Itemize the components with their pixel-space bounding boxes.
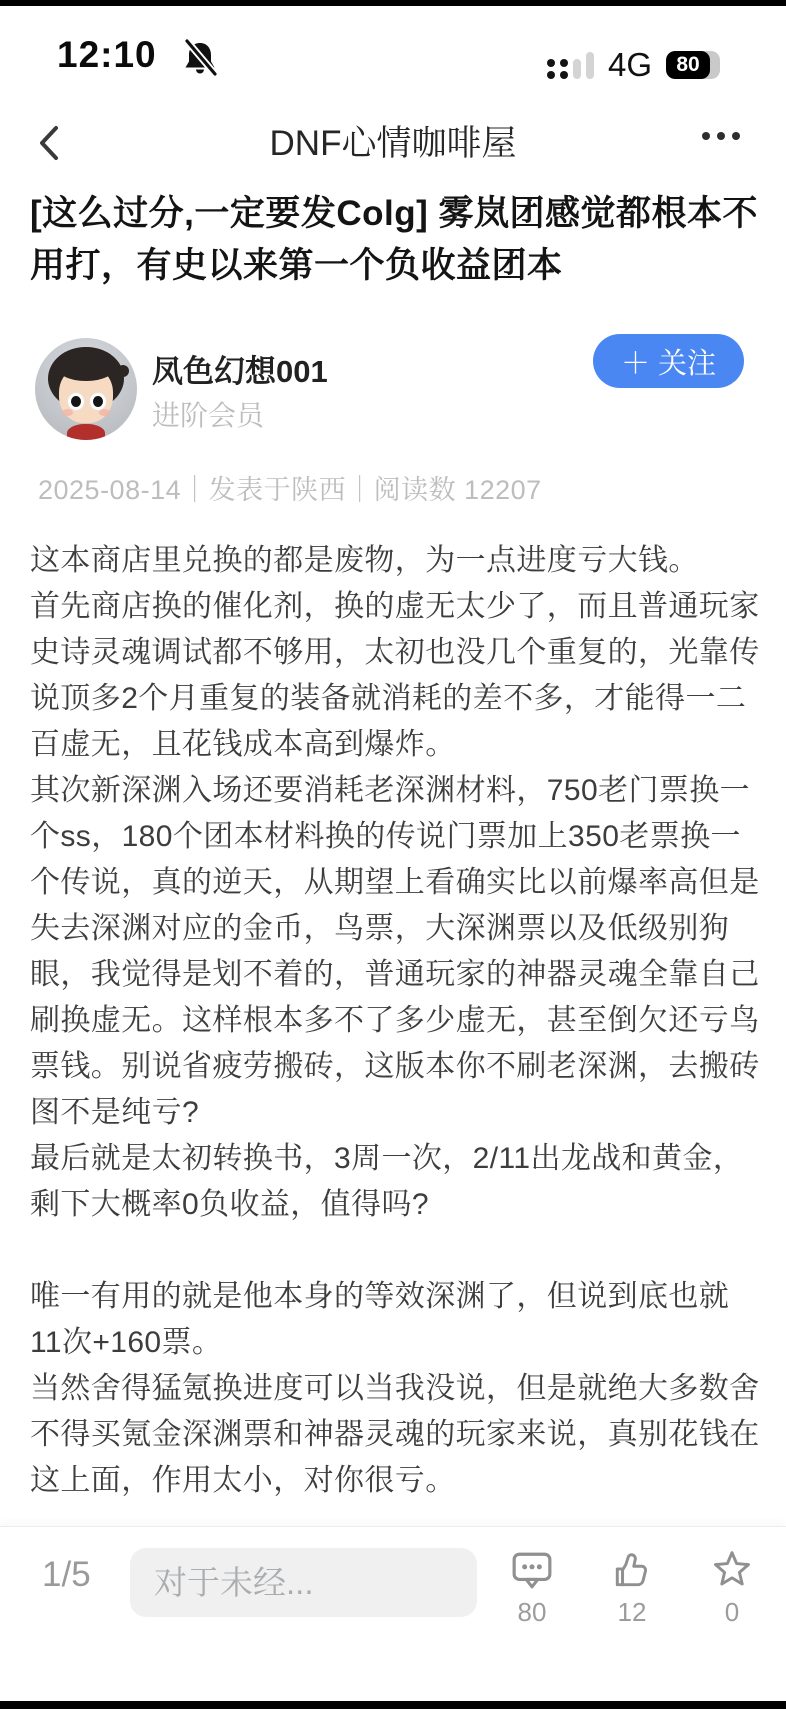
comment-input[interactable] <box>130 1548 477 1617</box>
post-title: [这么过分,一定要发Colg] 雾岚团感觉都根本不用打，有史以来第一个负收益团本 <box>30 194 759 285</box>
star-icon <box>711 1549 753 1591</box>
author-row <box>0 330 786 450</box>
more-options-button[interactable] <box>700 124 742 148</box>
post-paragraph: 当然舍得猛氪换进度可以当我没说，但是就绝大多数舍不得买氪金深渊票和神器灵魂的玩家来说，真别花钱在这上面，作用太小，对你很亏。 <box>30 1372 760 1497</box>
status-right-cluster <box>547 46 720 84</box>
battery-icon <box>666 51 720 79</box>
post-paragraph: 其次新深渊入场还要消耗老深渊材料，750老门票换一个ss，180个团本材料换的传说门票加上350老票换一个传说，真的逆天，从期望上看确实比以前爆率高但是失去深渊对应的金币，鸟票，大深渊票以及低级别狗眼，我觉得是划不着的，普通玩家的神器灵魂全靠自己刷换虚无。这样根本多不了多少虚无，甚至倒欠还亏鸟票钱。别说省疲劳搬砖，这版本你不刷老深渊，去搬砖图不是纯亏? <box>30 774 760 1129</box>
forum-title: DNF心情咖啡屋 <box>269 124 517 163</box>
comment-count: 80 <box>517 1597 547 1627</box>
author-name[interactable]: 凤色幻想001 <box>152 354 328 389</box>
post-body <box>30 538 760 1504</box>
post-paragraph: 最后就是太初转换书，3周一次，2/11出龙战和黄金，剩下大概率0负收益，值得吗? <box>30 1142 744 1221</box>
post-paragraph: 唯一有用的就是他本身的等效深渊了，但说到底也就11次+160票。 <box>30 1280 730 1359</box>
comment-bubble-icon <box>511 1549 553 1591</box>
author-level-badge: 进阶会员 <box>152 400 265 431</box>
like-count: 12 <box>617 1597 647 1627</box>
post-paragraph: 首先商店换的催化剂，换的虚无太少了，而且普通玩家史诗灵魂调试都不够用，太初也没几个重复的，光靠传说顶多2个月重复的装备就消耗的差不多，才能得一二百虚无，且花钱成本高到爆炸。 <box>30 590 760 761</box>
favorite-button[interactable] <box>692 1549 772 1628</box>
favorite-count: 0 <box>724 1597 740 1627</box>
nav-bar <box>0 106 786 178</box>
thumbs-up-icon <box>611 1549 653 1591</box>
bottom-edge-strip <box>0 1701 786 1709</box>
network-type-label: 4G <box>607 46 652 83</box>
post-meta: 2025-08-14｜发表于陕西｜阅读数 12207 <box>38 475 542 505</box>
post-paragraph <box>30 1228 760 1274</box>
author-avatar[interactable] <box>35 338 137 440</box>
comments-button[interactable] <box>492 1549 572 1628</box>
mute-bell-icon <box>180 38 220 78</box>
status-time: 12:10 <box>57 34 157 75</box>
bottom-action-bar <box>0 1526 786 1703</box>
battery-percent: 80 <box>666 51 710 79</box>
page-indicator: 1/5 <box>42 1555 91 1594</box>
like-button[interactable] <box>592 1549 672 1628</box>
post-paragraph: 这本商店里兑换的都是废物，为一点进度亏大钱。 <box>30 544 699 577</box>
signal-strength-icon <box>547 49 594 81</box>
follow-button[interactable]: ＋ 关注 <box>593 334 744 388</box>
status-bar <box>0 6 786 92</box>
